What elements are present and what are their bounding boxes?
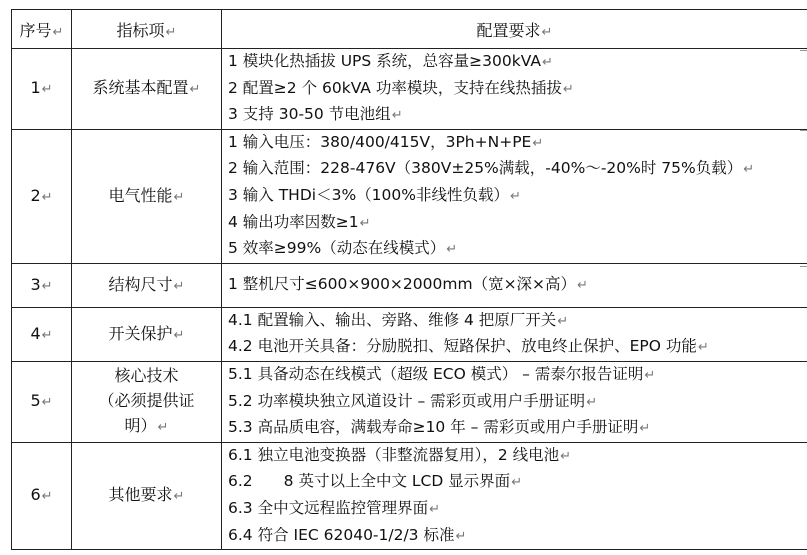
- requirement-line: 4 输出功率因数≥1↵: [228, 212, 371, 231]
- header-req: [222, 10, 807, 49]
- row-item-line: 核心技术: [114, 366, 179, 386]
- requirement-line: 1 模块化热插拔 UPS 系统，总容量≥300kVA↵: [228, 52, 553, 70]
- requirement-line: 3 输入 THDi＜3%（100%非线性负载）↵: [228, 185, 521, 204]
- header-no-text: 序号: [19, 20, 52, 40]
- row-number: 5↵: [12, 361, 72, 442]
- requirement-line: 6.2 8 英寸以上全中文 LCD 显示界面↵: [228, 472, 523, 491]
- header-item: [72, 10, 222, 49]
- row-item: 开关保护↵: [72, 307, 222, 361]
- row-number: 4↵: [12, 307, 72, 361]
- requirement-line: 5 效率≥99%（动态在线模式）↵: [228, 239, 458, 258]
- row-item-line: 明）↵: [124, 416, 169, 436]
- row-number: 6↵: [12, 442, 72, 549]
- margin-tick: [800, 50, 807, 51]
- requirement-line: 6.3 全中文远程监控管理界面↵: [228, 498, 440, 517]
- header-req-text: 配置要求: [476, 20, 541, 40]
- requirement-line: 3 支持 30-50 节电池组↵: [228, 105, 403, 124]
- margin-tick: [800, 266, 807, 267]
- requirement-line: 4.1 配置输入、输出、旁路、维修 4 把原厂开关↵: [228, 310, 569, 329]
- table-row: [12, 49, 807, 130]
- header-no: [12, 10, 72, 49]
- row-number: 2↵: [12, 129, 72, 263]
- row-requirements: [222, 129, 807, 263]
- paragraph-mark: ↵: [541, 24, 553, 40]
- row-item-line: （必须提供证: [98, 391, 195, 411]
- row-number: 3↵: [12, 263, 72, 307]
- requirement-line: 6.4 符合 IEC 62040-1/2/3 标准↵: [228, 525, 467, 544]
- table-row: [12, 442, 807, 549]
- paragraph-mark: ↵: [52, 24, 64, 40]
- paragraph-mark: ↵: [165, 24, 177, 40]
- requirement-line: 5.2 功率模块独立风道设计 – 需彩页或用户手册证明↵: [228, 391, 598, 410]
- row-item: 电气性能↵: [72, 129, 222, 263]
- row-item: 结构尺寸↵: [72, 263, 222, 307]
- table-row: [12, 129, 807, 263]
- requirement-line: 1 整机尺寸≤600×900×2000mm（宽×深×高）↵: [228, 274, 588, 293]
- requirement-line: 6.1 独立电池变换器（非整流器复用），2 线电池↵: [228, 445, 572, 464]
- header-item-text: 指标项: [116, 20, 165, 40]
- requirement-line: 1 输入电压：380/400/415V，3Ph+N+PE↵: [228, 132, 544, 151]
- row-item: [72, 361, 222, 442]
- requirement-line: 5.1 具备动态在线模式（超级 ECO 模式） – 需泰尔报告证明↵: [228, 364, 656, 383]
- row-item: 其他要求↵: [72, 442, 222, 549]
- row-requirements: [222, 442, 807, 549]
- requirement-line: 2 输入范围：228-476V（380V±25%满载，-40%～-20%时 75%负载）↵: [228, 159, 755, 178]
- row-requirements: [222, 307, 807, 361]
- table-row: [12, 307, 807, 361]
- row-number: 1↵: [12, 49, 72, 130]
- row-requirements: [222, 361, 807, 442]
- row-item: 系统基本配置↵: [72, 49, 222, 130]
- requirement-line: 2 配置≥2 个 60kVA 功率模块，支持在线热插拔↵: [228, 78, 574, 97]
- header-row: [12, 10, 807, 49]
- spec-table: [11, 9, 807, 550]
- requirement-line: 4.2 电池开关具备：分励脱扣、短路保护、放电终止保护、EPO 功能↵: [228, 337, 709, 356]
- margin-tick: [800, 130, 807, 131]
- row-requirements: [222, 263, 807, 307]
- requirement-line: 5.3 高品质电容，满载寿命≥10 年 – 需彩页或用户手册证明↵: [228, 418, 651, 437]
- table-row: [12, 263, 807, 307]
- row-requirements: [222, 49, 807, 130]
- table-row: [12, 361, 807, 442]
